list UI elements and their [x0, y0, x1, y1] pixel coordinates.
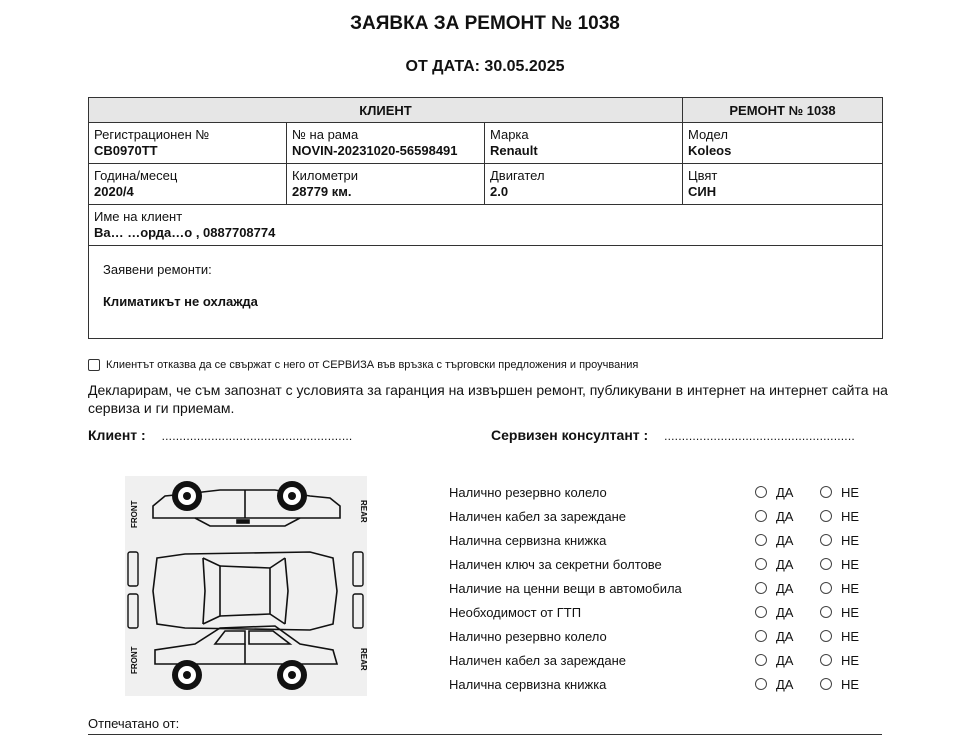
- option-yes[interactable]: [755, 581, 793, 596]
- label-rear-top: REAR: [359, 500, 368, 523]
- checklist-question: Налична сервизна книжка: [449, 676, 607, 692]
- option-yes-label: ДА: [776, 532, 794, 548]
- year-value: 2020/4: [94, 184, 134, 199]
- footer-line: [88, 734, 882, 735]
- checklist-row: [449, 600, 869, 624]
- radio-yes[interactable]: [755, 678, 767, 690]
- option-yes[interactable]: [755, 605, 793, 620]
- option-yes-label: ДА: [776, 508, 794, 524]
- option-no[interactable]: [820, 629, 859, 644]
- option-yes-label: ДА: [776, 484, 794, 500]
- radio-no[interactable]: [820, 582, 832, 594]
- option-yes[interactable]: [755, 629, 793, 644]
- option-yes[interactable]: [755, 485, 793, 500]
- printed-by-label: Отпечатано от:: [88, 716, 180, 731]
- checklist-row: [449, 624, 869, 648]
- radio-yes[interactable]: [755, 558, 767, 570]
- option-no-label: НЕ: [841, 508, 860, 524]
- checklist-question: Наличие на ценни вещи в автомобила: [449, 580, 682, 596]
- option-yes[interactable]: [755, 653, 793, 668]
- wheel-front-top: [172, 481, 202, 511]
- option-no-label: НЕ: [841, 652, 860, 668]
- document-date: ОТ ДАТА: 30.05.2025: [405, 58, 565, 75]
- field-label: Цвят: [688, 168, 718, 183]
- option-no[interactable]: [820, 485, 859, 500]
- client-signature: [88, 427, 352, 443]
- car-damage-diagram: [125, 476, 367, 696]
- option-no-label: НЕ: [841, 532, 860, 548]
- client-header: КЛИЕНТ: [89, 98, 683, 123]
- radio-no[interactable]: [820, 654, 832, 666]
- wheel-rear-top: [277, 481, 307, 511]
- option-yes[interactable]: [755, 509, 793, 524]
- mileage-value: 28779 км.: [292, 184, 352, 199]
- field-label: Година/месец: [94, 168, 178, 183]
- consent-checkbox[interactable]: [88, 359, 100, 371]
- checklist-row: [449, 552, 869, 576]
- option-yes-label: ДА: [776, 556, 794, 572]
- vehicle-checklist: [449, 480, 869, 696]
- client-name-cell: [89, 205, 883, 246]
- option-yes-label: ДА: [776, 676, 794, 692]
- radio-no[interactable]: [820, 510, 832, 522]
- option-yes-label: ДА: [776, 652, 794, 668]
- radio-yes[interactable]: [755, 630, 767, 642]
- label-front-bottom: FRONT: [130, 646, 139, 674]
- checklist-question: Наличен кабел за зареждане: [449, 508, 626, 524]
- option-no[interactable]: [820, 677, 859, 692]
- option-no[interactable]: [820, 557, 859, 572]
- document-title: ЗАЯВКА ЗА РЕМОНТ № 1038: [350, 13, 620, 34]
- mileage-cell: [287, 164, 485, 205]
- option-no[interactable]: [820, 605, 859, 620]
- radio-yes[interactable]: [755, 654, 767, 666]
- wheel-front-bottom: [172, 660, 202, 690]
- option-yes-label: ДА: [776, 628, 794, 644]
- repairs-cell: [89, 246, 883, 339]
- radio-yes[interactable]: [755, 582, 767, 594]
- radio-yes[interactable]: [755, 534, 767, 546]
- option-yes-label: ДА: [776, 580, 794, 596]
- model-cell: [683, 123, 883, 164]
- radio-no[interactable]: [820, 630, 832, 642]
- registration-cell: [89, 123, 287, 164]
- label-front-top: FRONT: [130, 500, 139, 528]
- option-yes[interactable]: [755, 557, 793, 572]
- make-value: Renault: [490, 143, 538, 158]
- field-label: Двигател: [490, 168, 545, 183]
- option-no[interactable]: [820, 533, 859, 548]
- field-label: Километри: [292, 168, 358, 183]
- vehicle-info-table: [88, 97, 883, 339]
- checklist-question: Налично резервно колело: [449, 628, 607, 644]
- consent-text: Клиентът отказва да се свържат с него от СЕРВИЗА във връзка с търговски предложения и проучвания: [106, 359, 639, 371]
- client-name-label: Име на клиент: [94, 209, 183, 224]
- radio-yes[interactable]: [755, 606, 767, 618]
- consultant-signature: [491, 427, 855, 443]
- checklist-question: Наличен кабел за зареждане: [449, 652, 626, 668]
- repairs-value: Климатикът не охлажда: [103, 294, 258, 309]
- diagram-background: [125, 476, 367, 696]
- option-no-label: НЕ: [841, 628, 860, 644]
- field-label: № на рама: [292, 127, 359, 142]
- option-no-label: НЕ: [841, 676, 860, 692]
- radio-no[interactable]: [820, 606, 832, 618]
- checklist-row: [449, 576, 869, 600]
- label-rear-bottom: REAR: [359, 648, 368, 671]
- color-value: СИН: [688, 184, 717, 199]
- checklist-question: Наличен ключ за секретни болтове: [449, 556, 662, 572]
- option-yes[interactable]: [755, 533, 793, 548]
- repair-header: РЕМОНТ № 1038: [683, 98, 883, 123]
- vin-cell: [287, 123, 485, 164]
- option-yes[interactable]: [755, 677, 793, 692]
- make-cell: [485, 123, 683, 164]
- engine-cell: [485, 164, 683, 205]
- model-value: Koleos: [688, 143, 732, 158]
- checklist-question: Налично резервно колело: [449, 484, 607, 500]
- option-no[interactable]: [820, 653, 859, 668]
- radio-no[interactable]: [820, 534, 832, 546]
- option-no-label: НЕ: [841, 484, 860, 500]
- checklist-row: [449, 504, 869, 528]
- checklist-row: [449, 528, 869, 552]
- year-cell: [89, 164, 287, 205]
- client-name-value: Ва… …орда…о , 0887708774: [94, 225, 276, 240]
- checklist-question: Необходимост от ГТП: [449, 604, 582, 620]
- field-label: Марка: [490, 127, 529, 142]
- radio-yes[interactable]: [755, 486, 767, 498]
- client-signature-line: ......................................................: [161, 429, 353, 443]
- checklist-row: [449, 480, 869, 504]
- radio-no[interactable]: [820, 678, 832, 690]
- consultant-signature-label: Сервизен консултант :: [491, 427, 649, 443]
- consultant-signature-line: ......................................................: [664, 429, 855, 443]
- option-yes-label: ДА: [776, 604, 794, 620]
- option-no-label: НЕ: [841, 580, 860, 596]
- checklist-row: [449, 648, 869, 672]
- warranty-declaration: Декларирам, че съм запознат с условията за гаранция на извършен ремонт, публикувани в интернет на интернет сайта на сервиза и ги приемам.: [88, 382, 888, 416]
- checklist-row: [449, 672, 869, 696]
- registration-value: CB0970TT: [94, 143, 158, 158]
- marketing-consent: [88, 359, 638, 371]
- radio-no[interactable]: [820, 486, 832, 498]
- color-cell: [683, 164, 883, 205]
- client-signature-label: Клиент :: [88, 427, 146, 443]
- repairs-label: Заявени ремонти:: [103, 262, 212, 277]
- field-label: Регистрационен №: [94, 127, 210, 142]
- vin-value: NOVIN-20231020-56598491: [292, 143, 458, 158]
- radio-no[interactable]: [820, 558, 832, 570]
- wheel-rear-bottom: [277, 660, 307, 690]
- option-no[interactable]: [820, 509, 859, 524]
- option-no-label: НЕ: [841, 556, 860, 572]
- option-no[interactable]: [820, 581, 859, 596]
- field-label: Модел: [688, 127, 728, 142]
- engine-value: 2.0: [490, 184, 509, 199]
- option-no-label: НЕ: [841, 604, 860, 620]
- checklist-question: Налична сервизна книжка: [449, 532, 607, 548]
- radio-yes[interactable]: [755, 510, 767, 522]
